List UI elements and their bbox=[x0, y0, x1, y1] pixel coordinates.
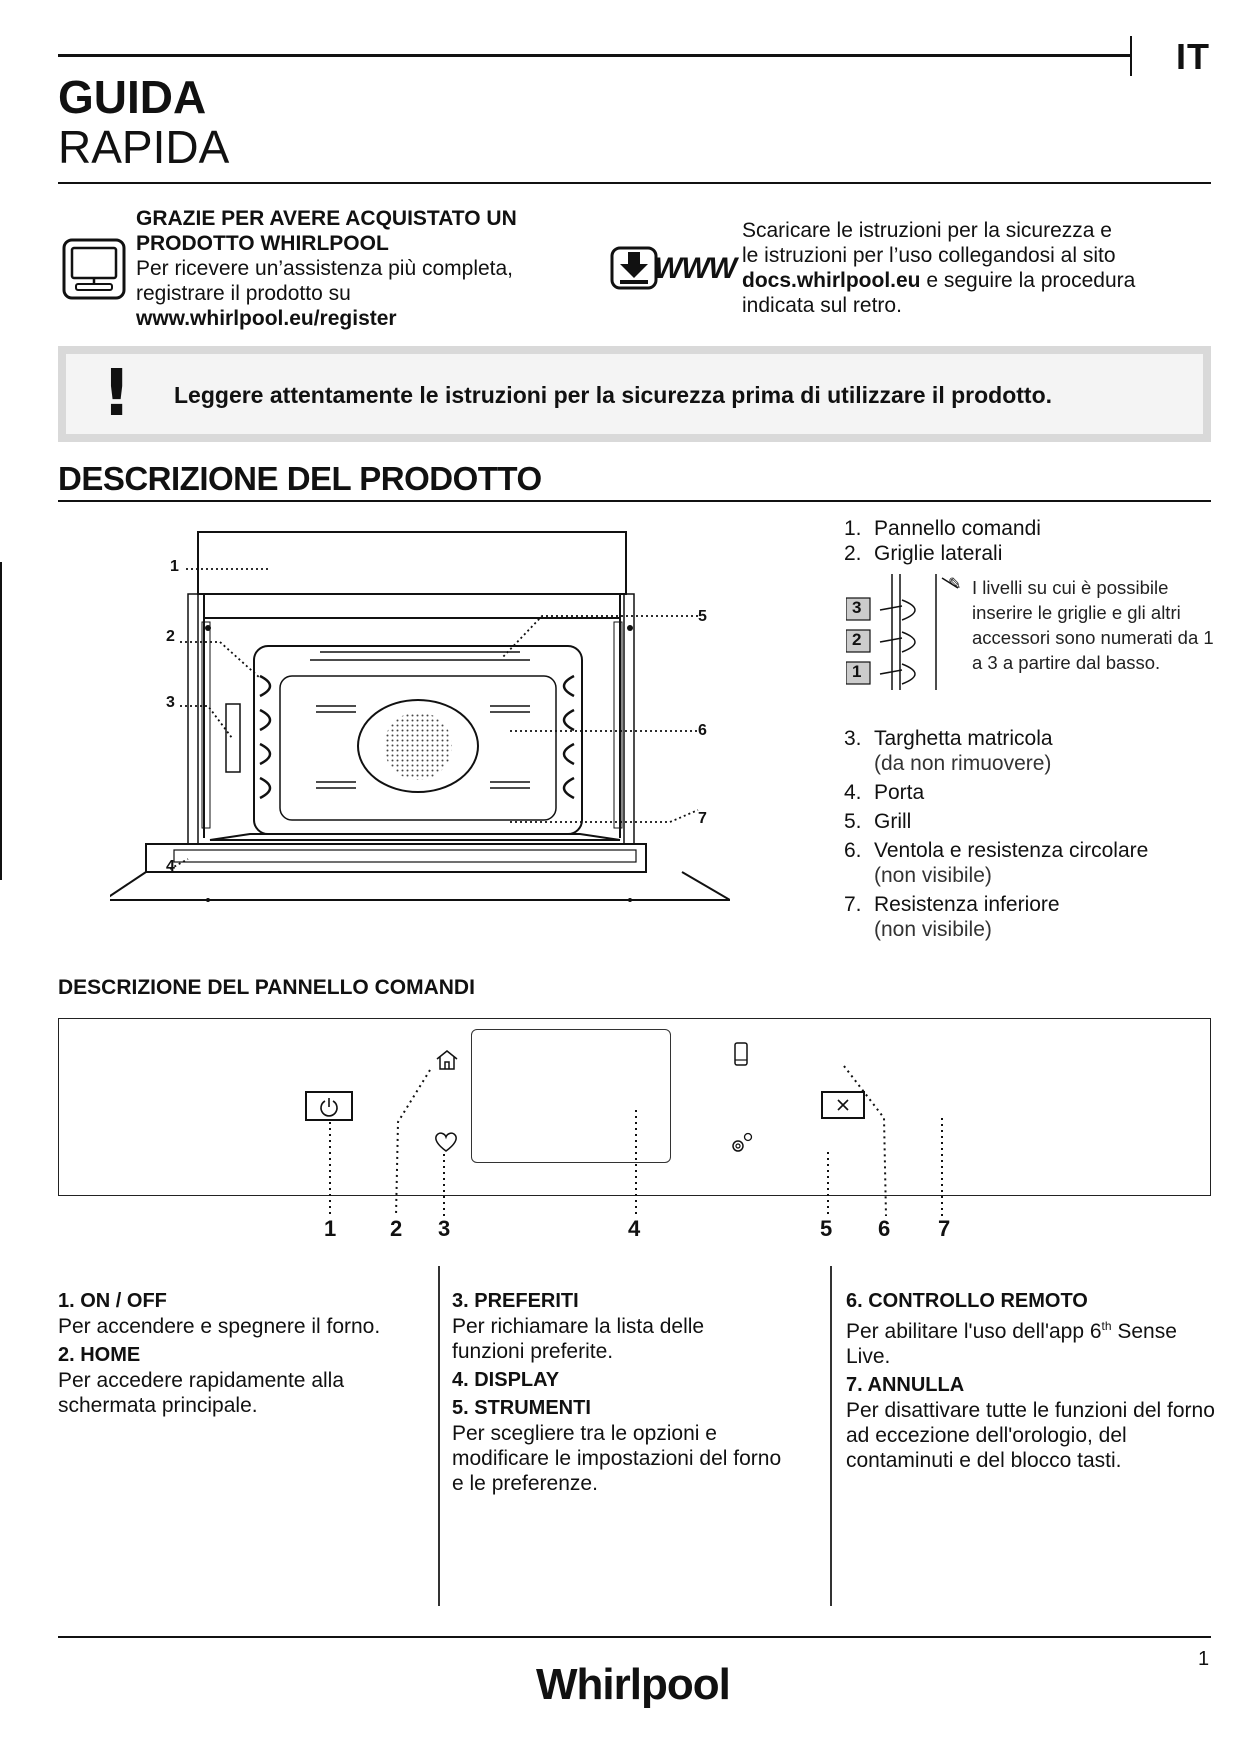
diagram-label-3: 3 bbox=[166, 694, 175, 711]
register-body-1: Per ricevere un’assistenza più completa, bbox=[136, 257, 514, 280]
product-heading: DESCRIZIONE DEL PRODOTTO bbox=[58, 460, 542, 497]
rack-level-note: I livelli su cui è possibile inserire le griglie e gli altri accessori sono numerati da 1 a 3 a partire dal basso. bbox=[972, 577, 1214, 673]
desc-column-2 bbox=[452, 1286, 782, 1500]
diagram-label-2: 2 bbox=[166, 628, 175, 645]
callout-4: 4 bbox=[628, 1216, 641, 1241]
diagram-label-1: 1 bbox=[170, 558, 179, 575]
register-text bbox=[136, 206, 596, 331]
part-6: 6. Ventola e resistenza circolare bbox=[844, 839, 1149, 862]
desc-body-strumenti: Per scegliere tra le opzioni e modificare le impostazioni del forno e le preferenze. bbox=[452, 1422, 782, 1495]
callout-6: 6 bbox=[878, 1216, 891, 1241]
docs-url-link[interactable]: docs.whirlpool.eu bbox=[742, 269, 921, 292]
part-4: 4. Porta bbox=[844, 781, 925, 804]
download-line-4: indicata sul retro. bbox=[742, 294, 902, 317]
desc-title-remote: 6. CONTROLLO REMOTO bbox=[846, 1290, 1088, 1312]
callout-1: 1 bbox=[324, 1216, 337, 1241]
www-label: WWW bbox=[654, 252, 736, 285]
diagram-label-7: 7 bbox=[698, 810, 707, 827]
desc-body-preferiti: Per richiamare la lista delle funzioni preferite. bbox=[452, 1315, 705, 1363]
side-mark bbox=[0, 562, 2, 880]
language-code: IT bbox=[1176, 36, 1210, 77]
callout-7: 7 bbox=[938, 1216, 951, 1241]
rack-level-1: 1 bbox=[852, 662, 862, 681]
part-3-sub: (da non rimuovere) bbox=[874, 752, 1052, 775]
footer-rule bbox=[58, 1636, 1211, 1638]
page-number: 1 bbox=[1198, 1648, 1210, 1670]
panel-heading: DESCRIZIONE DEL PANNELLO COMANDI bbox=[58, 976, 475, 999]
diagram-label-5: 5 bbox=[698, 608, 707, 625]
desc-column-3 bbox=[846, 1286, 1216, 1477]
callout-2: 2 bbox=[390, 1216, 403, 1241]
desc-body-home: Per accedere rapidamente alla schermata principale. bbox=[58, 1369, 345, 1417]
computer-icon bbox=[62, 238, 126, 300]
desc-title-preferiti: 3. PREFERITI bbox=[452, 1290, 579, 1312]
column-divider-1 bbox=[438, 1266, 440, 1606]
column-divider-2 bbox=[830, 1266, 832, 1606]
part-5: 5. Grill bbox=[844, 810, 912, 833]
callout-5: 5 bbox=[820, 1216, 833, 1241]
part-2: 2. Griglie laterali bbox=[844, 542, 1003, 565]
whirlpool-logo: Whirlpool bbox=[536, 1660, 730, 1709]
warning-text: Leggere attentamente le istruzioni per la sicurezza prima di utilizzare il prodotto. bbox=[174, 382, 1053, 408]
diagram-label-4: 4 bbox=[166, 858, 175, 875]
register-heading-1: GRAZIE PER AVERE ACQUISTATO UN bbox=[136, 207, 517, 230]
desc-body-annulla: Per disattivare tutte le funzioni del forno ad eccezione dell'orologio, del contaminuti e del blocco tasti. bbox=[846, 1399, 1215, 1472]
part-3: 3. Targhetta matricola bbox=[844, 727, 1053, 750]
parts-list-top bbox=[844, 516, 1041, 566]
download-line-1: Scaricare le istruzioni per la sicurezza e bbox=[742, 219, 1112, 242]
desc-title-strumenti: 5. STRUMENTI bbox=[452, 1397, 591, 1419]
download-line-3 bbox=[742, 268, 1222, 293]
title-rapida: RAPIDA bbox=[58, 121, 230, 173]
download-icon bbox=[610, 244, 658, 292]
parts-list-bottom bbox=[844, 726, 1148, 942]
rack-level-2: 2 bbox=[852, 630, 862, 649]
rack-level-3: 3 bbox=[852, 598, 862, 617]
register-heading-2: PRODOTTO WHIRLPOOL bbox=[136, 232, 389, 255]
download-text bbox=[742, 218, 1222, 318]
desc-title-annulla: 7. ANNULLA bbox=[846, 1374, 965, 1396]
desc-column-1 bbox=[58, 1286, 428, 1422]
part-7-sub: (non visibile) bbox=[874, 918, 992, 941]
desc-title-onoff: 1. ON / OFF bbox=[58, 1290, 167, 1312]
desc-body-remote: Per abilitare l'uso dell'app 6th Sense Live. bbox=[846, 1319, 1177, 1368]
title-guida: GUIDA bbox=[58, 71, 207, 123]
panel-callout-lines bbox=[58, 1018, 1211, 1218]
register-url-link[interactable]: www.whirlpool.eu/register bbox=[136, 307, 397, 330]
desc-title-display: 4. DISPLAY bbox=[452, 1369, 560, 1391]
part-6-sub: (non visibile) bbox=[874, 864, 992, 887]
register-body-2: registrare il prodotto su bbox=[136, 282, 351, 305]
oven-diagram bbox=[110, 528, 730, 938]
top-rule bbox=[58, 54, 1130, 57]
part-1: 1. Pannello comandi bbox=[844, 517, 1041, 540]
callout-3: 3 bbox=[438, 1216, 451, 1241]
diagram-label-6: 6 bbox=[698, 722, 707, 739]
desc-body-onoff: Per accendere e spegnere il forno. bbox=[58, 1315, 381, 1338]
title-rule bbox=[58, 182, 1211, 184]
download-line-2: le istruzioni per l’uso collegandosi al sito bbox=[742, 244, 1116, 267]
desc-title-home: 2. HOME bbox=[58, 1344, 141, 1366]
info-icon: ✎ bbox=[948, 576, 962, 593]
warning-box bbox=[58, 346, 1211, 442]
lang-divider bbox=[1130, 36, 1132, 76]
download-line-3-rest: e seguire la procedura bbox=[920, 269, 1136, 292]
product-heading-rule bbox=[58, 500, 1211, 502]
part-7: 7. Resistenza inferiore bbox=[844, 893, 1060, 916]
warning-icon: ! bbox=[102, 357, 132, 431]
